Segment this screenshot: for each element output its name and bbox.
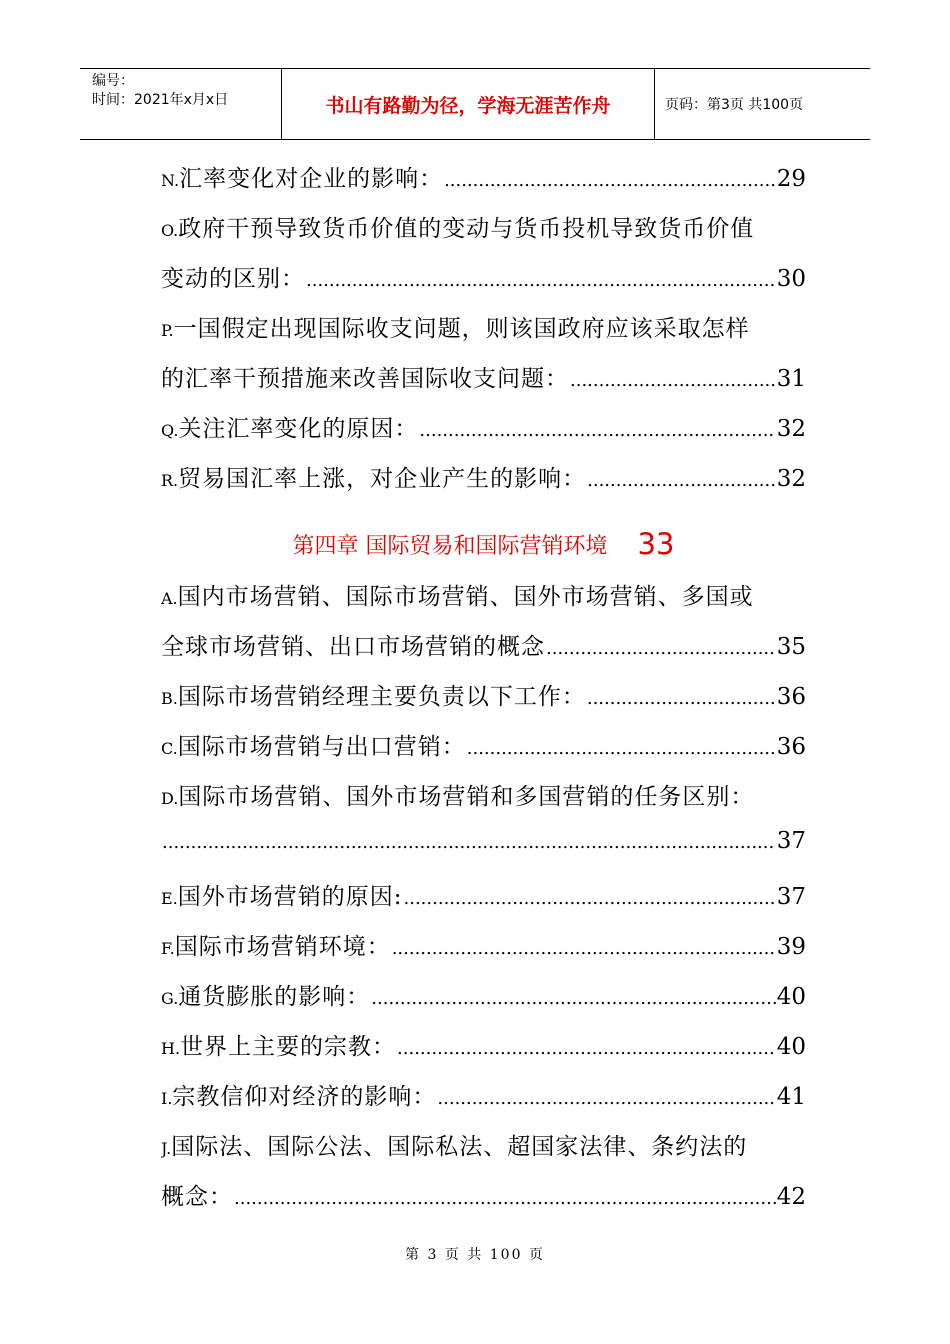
toc-text: 国外市场营销的原因: — [177, 884, 403, 910]
toc-text: 宗教信仰对经济的影响： — [172, 1084, 437, 1110]
number-label: 编号： — [92, 73, 134, 89]
toc-text: 汇率变化对企业的影响： — [179, 166, 444, 192]
toc-letter: C. — [161, 739, 178, 758]
time-label: 时间：2021年x月x日 — [92, 92, 229, 108]
toc-letter: P. — [161, 321, 174, 340]
toc-leader — [397, 1038, 776, 1059]
toc-letter: N. — [161, 171, 180, 190]
toc-letter: H. — [161, 1039, 181, 1058]
toc-leader — [444, 170, 776, 191]
chapter-heading[interactable] — [161, 510, 806, 578]
toc-page: 39 — [776, 934, 806, 960]
toc-text: 概念： — [161, 1184, 233, 1210]
toc-leader — [306, 270, 776, 291]
toc-text: 通货膨胀的影响： — [178, 984, 371, 1010]
toc-letter: R. — [161, 471, 179, 490]
toc-leader — [162, 832, 776, 853]
toc-letter: G. — [161, 989, 179, 1008]
page-footer: 第 3 页 共 100 页 — [405, 1247, 545, 1263]
toc-entry-o-cont[interactable] — [161, 260, 806, 310]
toc-page: 36 — [776, 734, 806, 760]
table-of-contents — [161, 160, 806, 1228]
toc-text: 国际市场营销经理主要负责以下工作： — [177, 684, 586, 710]
toc-letter: I. — [161, 1089, 173, 1108]
toc-entry-g[interactable] — [161, 978, 806, 1028]
toc-page: 41 — [776, 1084, 806, 1110]
toc-entry-a-cont[interactable] — [161, 628, 806, 678]
header-meta — [80, 69, 280, 139]
toc-page: 29 — [776, 166, 806, 192]
toc-text: 关注汇率变化的原因： — [178, 416, 419, 442]
toc-entry-r[interactable] — [161, 460, 806, 510]
toc-leader — [546, 638, 776, 659]
toc-letter: F. — [161, 939, 175, 958]
toc-page: 40 — [776, 984, 806, 1010]
toc-page: 37 — [776, 828, 806, 854]
toc-leader — [392, 938, 776, 959]
toc-page: 30 — [776, 266, 806, 292]
toc-entry-e[interactable] — [161, 878, 806, 928]
toc-entry-d[interactable] — [161, 778, 806, 828]
toc-entry-p-cont[interactable] — [161, 360, 806, 410]
toc-entry-o[interactable] — [161, 210, 806, 260]
toc-text: 国内市场营销、国际市场营销、国外市场营销、多国或 — [177, 584, 754, 610]
toc-entry-f[interactable] — [161, 928, 806, 978]
toc-letter: Q. — [161, 421, 179, 440]
toc-letter: O. — [161, 221, 179, 240]
toc-entry-n[interactable] — [161, 160, 806, 210]
toc-text: 一国假定出现国际收支问题，则该国政府应该采取怎样 — [173, 316, 750, 342]
toc-text: 的汇率干预措施来改善国际收支问题： — [161, 366, 569, 392]
toc-entry-c[interactable] — [161, 728, 806, 778]
toc-entry-h[interactable] — [161, 1028, 806, 1078]
header-motto: 书山有路勤为径，学海无涯苦作舟 — [281, 69, 655, 139]
toc-leader — [467, 738, 776, 759]
toc-page: 42 — [776, 1184, 806, 1210]
chapter-page: 33 — [637, 527, 675, 561]
toc-entry-j-cont[interactable] — [161, 1178, 806, 1228]
toc-letter: J. — [161, 1139, 172, 1158]
toc-page: 37 — [776, 884, 806, 910]
toc-text: 全球市场营销、出口市场营销的概念 — [161, 634, 545, 660]
toc-letter: B. — [161, 689, 178, 708]
header-page-info: 页码：第3页 共100页 — [665, 97, 804, 113]
toc-entry-a[interactable] — [161, 578, 806, 628]
toc-leader — [587, 470, 776, 491]
toc-entry-b[interactable] — [161, 678, 806, 728]
toc-leader — [419, 420, 775, 441]
toc-entry-j[interactable] — [161, 1128, 806, 1178]
chapter-title: 第四章 国际贸易和国际营销环境 — [292, 533, 608, 559]
toc-leader — [404, 888, 776, 909]
toc-text: 政府干预导致货币价值的变动与货币投机导致货币价值 — [178, 216, 755, 242]
toc-leader — [570, 370, 776, 391]
toc-letter: A. — [161, 589, 178, 608]
toc-leader — [437, 1088, 775, 1109]
toc-page: 32 — [776, 466, 806, 492]
toc-leader — [587, 688, 776, 709]
toc-letter: E. — [161, 889, 178, 908]
toc-text: 国际市场营销环境： — [174, 934, 391, 960]
toc-text: 国际法、国际公法、国际私法、超国家法律、条约法的 — [171, 1134, 748, 1160]
toc-page: 40 — [776, 1034, 806, 1060]
toc-page: 36 — [776, 684, 806, 710]
toc-entry-d-cont[interactable] — [161, 828, 806, 878]
toc-entry-p[interactable] — [161, 310, 806, 360]
toc-letter: D. — [161, 789, 179, 808]
toc-text: 世界上主要的宗教： — [180, 1034, 397, 1060]
toc-page: 35 — [776, 634, 806, 660]
toc-text: 变动的区别： — [161, 266, 305, 292]
toc-page: 31 — [776, 366, 806, 392]
toc-text: 国际市场营销、国外市场营销和多国营销的任务区别： — [178, 784, 755, 810]
toc-text: 国际市场营销与出口营销： — [177, 734, 466, 760]
toc-entry-q[interactable] — [161, 410, 806, 460]
toc-entry-i[interactable] — [161, 1078, 806, 1128]
toc-leader — [371, 988, 775, 1009]
toc-text: 贸易国汇率上涨，对企业产生的影响： — [178, 466, 587, 492]
page-header — [80, 68, 870, 140]
toc-page: 32 — [776, 416, 806, 442]
toc-leader — [234, 1188, 776, 1209]
